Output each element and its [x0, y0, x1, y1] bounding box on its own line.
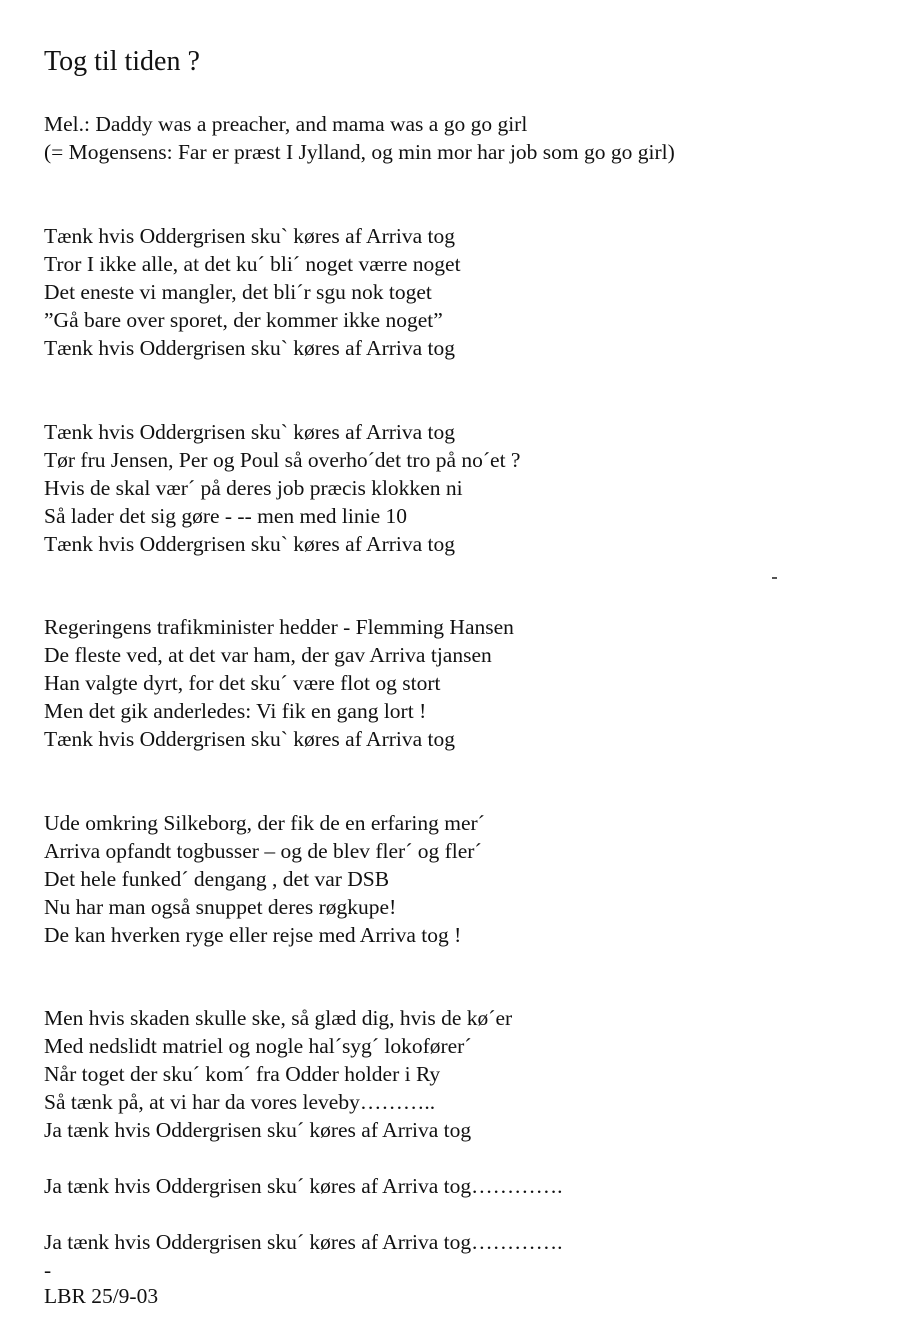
verse-2-line-5: Tænk hvis Oddergrisen sku` køres af Arriva tog	[44, 532, 456, 556]
verse-5-line-2: Med nedslidt matriel og nogle hal´syg´ lokofører´	[44, 1034, 472, 1058]
verse-4-line-3: Det hele funked´ dengang , det var DSB	[44, 867, 390, 891]
verse-1-line-4: ”Gå bare over sporet, der kommer ikke noget”	[44, 308, 443, 332]
verse-4-line-4: Nu har man også snuppet deres røgkupe!	[44, 895, 397, 919]
verse-4-line-2: Arriva opfandt togbusser – og de blev fler´ og fler´	[44, 839, 482, 863]
verse-5-line-5: Ja tænk hvis Oddergrisen sku´ køres af Arriva tog	[44, 1118, 472, 1142]
verse-1-line-1: Tænk hvis Oddergrisen sku` køres af Arriva tog	[44, 224, 456, 248]
verse-3-line-3: Han valgte dyrt, for det sku´ være flot og stort	[44, 671, 441, 695]
verse-5-line-1: Men hvis skaden skulle ske, så glæd dig, hvis de kø´er	[44, 1006, 513, 1030]
verse-2-line-1: Tænk hvis Oddergrisen sku` køres af Arriva tog	[44, 420, 456, 444]
verse-5-line-3: Når toget der sku´ kom´ fra Odder holder i Ry	[44, 1062, 441, 1086]
verse-4-line-1: Ude omkring Silkeborg, der fik de en erfaring mer´	[44, 811, 485, 835]
scan-speck	[772, 577, 777, 579]
verse-3-line-2: De fleste ved, at det var ham, der gav Arriva tjansen	[44, 643, 492, 667]
verse-3-line-5: Tænk hvis Oddergrisen sku` køres af Arriva tog	[44, 727, 456, 751]
verse-1-line-2: Tror I ikke alle, at det ku´ bli´ noget værre noget	[44, 252, 461, 276]
melody-line-1: Mel.: Daddy was a preacher, and mama was a go go girl	[44, 112, 528, 136]
verse-3-line-1: Regeringens trafikminister hedder - Flemming Hansen	[44, 615, 514, 639]
verse-1-line-5: Tænk hvis Oddergrisen sku` køres af Arriva tog	[44, 336, 456, 360]
refrain-line-1: Ja tænk hvis Oddergrisen sku´ køres af Arriva tog………….	[44, 1174, 563, 1198]
verse-4-line-5: De kan hverken ryge eller rejse med Arriva tog !	[44, 923, 462, 947]
verse-2-line-2: Tør fru Jensen, Per og Poul så overho´det tro på no´et ?	[44, 448, 521, 472]
verse-2-line-3: Hvis de skal vær´ på deres job præcis klokken ni	[44, 476, 463, 500]
author-signature: LBR 25/9-03	[44, 1284, 159, 1308]
song-title: Tog til tiden ?	[44, 46, 200, 77]
verse-2-line-4: Så lader det sig gøre - -- men med linie 10	[44, 504, 408, 528]
verse-3-line-4: Men det gik anderledes: Vi fik en gang lort !	[44, 699, 427, 723]
verse-1-line-3: Det eneste vi mangler, det bli´r sgu nok toget	[44, 280, 432, 304]
dash-mark: -	[44, 1258, 52, 1282]
verse-5-line-4: Så tænk på, at vi har da vores leveby………..	[44, 1090, 436, 1114]
refrain-line-2: Ja tænk hvis Oddergrisen sku´ køres af Arriva tog………….	[44, 1230, 563, 1254]
melody-line-2: (= Mogensens: Far er præst I Jylland, og min mor har job som go go girl)	[44, 140, 675, 164]
